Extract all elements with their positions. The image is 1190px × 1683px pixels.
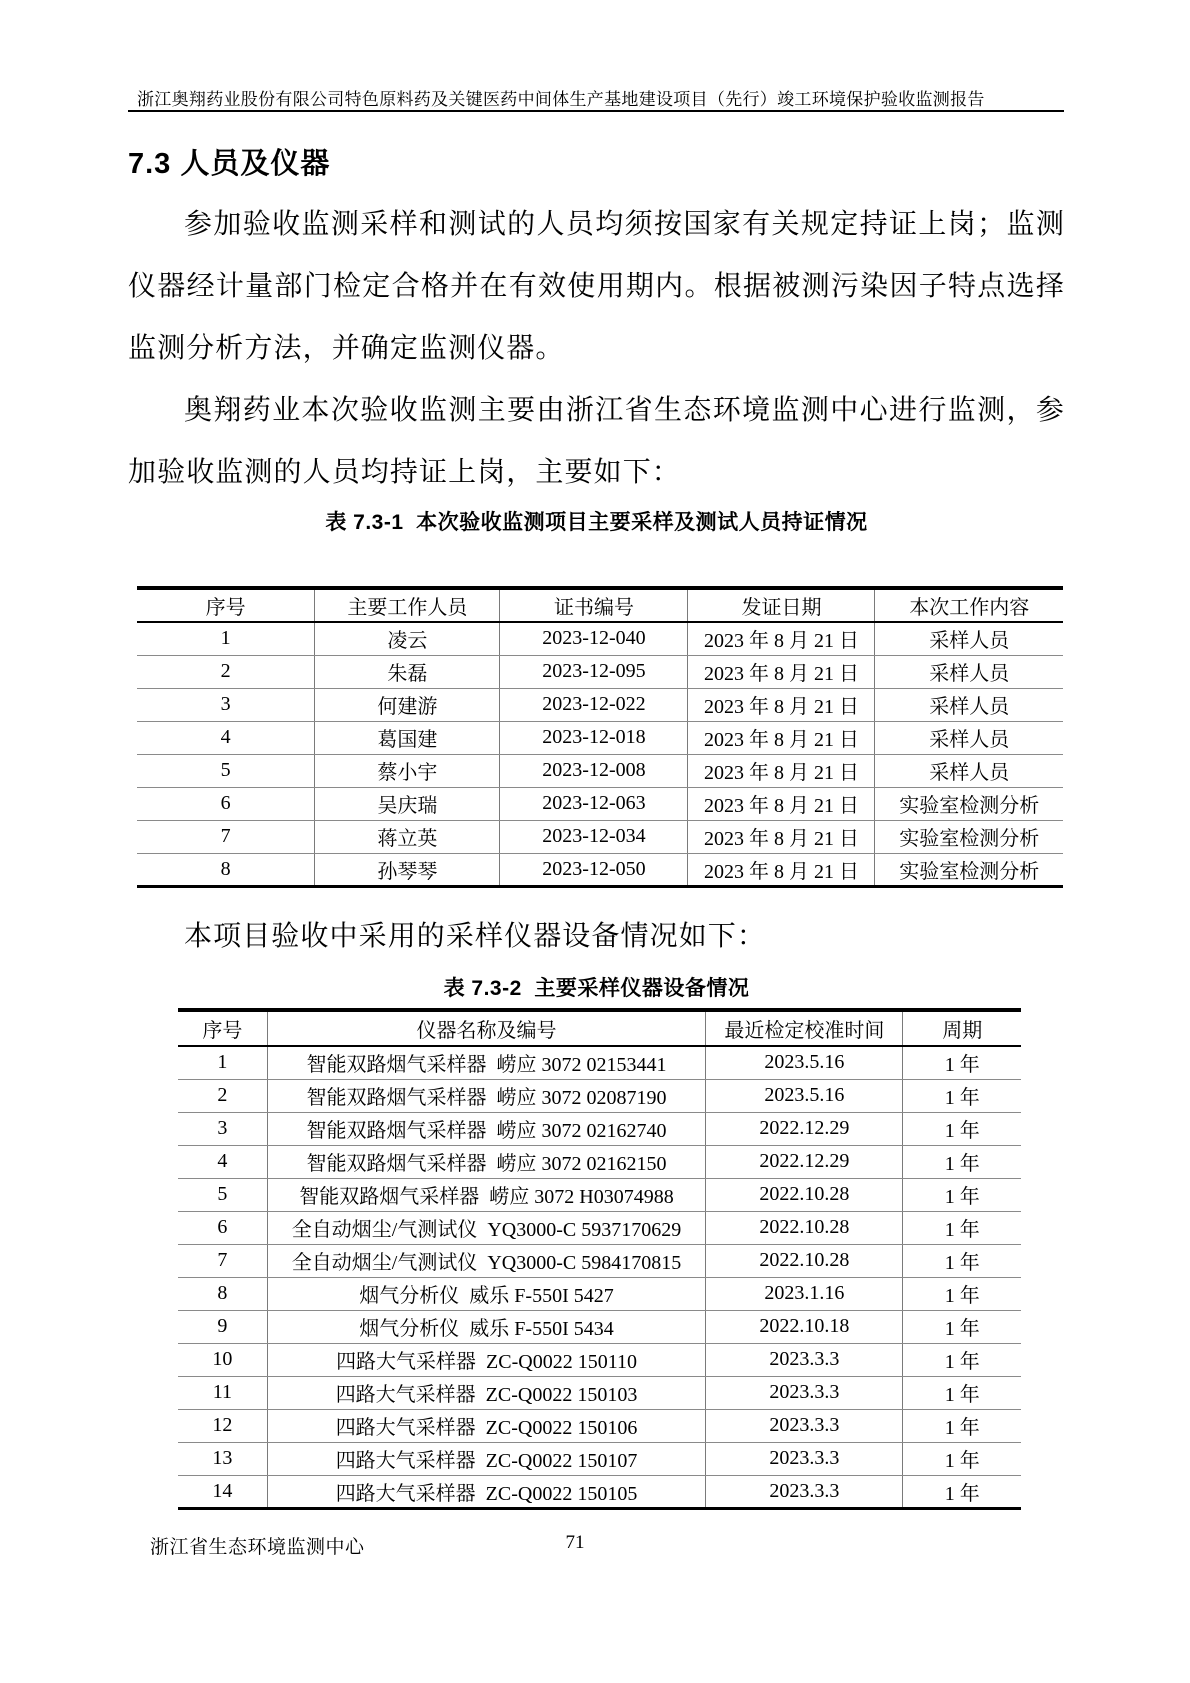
table-cell: 何建游 — [315, 688, 500, 721]
table-cell: 3 — [137, 688, 315, 721]
table-cell: 2022.10.28 — [706, 1178, 903, 1211]
table-cell: 1 年 — [903, 1046, 1021, 1079]
table-row — [178, 1442, 1021, 1475]
table-cell: 2023 年 8 月 21 日 — [688, 721, 875, 754]
table-cell: 蔡小宇 — [315, 754, 500, 787]
table-cell: 吴庆瑞 — [315, 787, 500, 820]
column-header: 主要工作人员 — [315, 588, 500, 622]
table-cell: 5 — [178, 1178, 267, 1211]
table-row — [178, 1277, 1021, 1310]
table-cell: 13 — [178, 1442, 267, 1475]
table-row — [137, 721, 1063, 754]
paragraph-line: 参加验收监测采样和测试的人员均须按国家有关规定持证上岗；监测 — [184, 209, 1065, 240]
table-row — [137, 754, 1063, 787]
paragraph-1 — [128, 194, 1065, 380]
paragraph-line: 本项目验收中采用的采样仪器设备情况如下： — [184, 921, 767, 952]
table-cell: 采样人员 — [875, 655, 1063, 688]
table-cell: 1 年 — [903, 1376, 1021, 1409]
table-cell: 实验室检测分析 — [899, 860, 1040, 883]
table-cell: 7 — [137, 820, 315, 853]
table-cell: 2023.5.16 — [706, 1046, 903, 1079]
table-cell: 2023-12-022 — [500, 688, 688, 721]
table-cell: 烟气分析仪 威乐 F-550I 5434 — [267, 1310, 705, 1343]
table-cell: 1 年 — [944, 1482, 980, 1505]
table-row — [178, 1475, 1021, 1508]
paragraph-2 — [128, 380, 1065, 504]
table-cell: 2023-12-008 — [500, 754, 688, 787]
table-row — [178, 1244, 1021, 1277]
paragraph-3 — [128, 912, 1065, 962]
column-header: 最近检定校准时间 — [706, 1010, 903, 1046]
table-cell: 1 — [137, 622, 315, 655]
table-cell: 2022.12.29 — [706, 1112, 903, 1145]
table-cell: 四路大气采样器 ZC-Q0022 150107 — [267, 1442, 705, 1475]
paragraph-line: 奥翔药业本次验收监测主要由浙江省生态环境监测中心进行监测，参 — [184, 395, 1065, 426]
table-cell: 全自动烟尘/气测试仪 YQ3000-C 5984170815 — [267, 1244, 705, 1277]
header-rule — [128, 110, 1064, 112]
table-row — [178, 1376, 1021, 1409]
column-header: 周期 — [903, 1010, 1021, 1046]
table-row — [137, 820, 1063, 853]
footer-page-number: 71 — [565, 1532, 585, 1553]
table-row — [178, 1178, 1021, 1211]
table-cell: 8 — [137, 853, 315, 886]
table-cell: 智能双路烟气采样器 崂应 3072 H03074988 — [267, 1178, 705, 1211]
table-cell: 2023-12-050 — [500, 853, 688, 886]
table-cell: 4 — [178, 1145, 267, 1178]
table-cell: 实验室检测分析 — [875, 820, 1063, 853]
table-cell: 孙琴琴 — [315, 853, 500, 886]
table-cell: 葛国建 — [315, 721, 500, 754]
table-cell: 1 年 — [903, 1112, 1021, 1145]
table-cell: 12 — [178, 1409, 267, 1442]
table-cell: 5 — [137, 754, 315, 787]
table-cell: 2 — [137, 655, 315, 688]
table-cell: 四路大气采样器 ZC-Q0022 150103 — [267, 1376, 705, 1409]
section-title: 7.3 人员及仪器 — [128, 148, 331, 180]
table-cell: 实验室检测分析 — [875, 787, 1063, 820]
table-cell: 1 年 — [903, 1277, 1021, 1310]
table-cell: 1 年 — [903, 1310, 1021, 1343]
table-row — [137, 787, 1063, 820]
table-cell: 2023-12-063 — [500, 787, 688, 820]
table-cell: 1 年 — [903, 1079, 1021, 1112]
table-cell: 朱磊 — [315, 655, 500, 688]
table-cell: 智能双路烟气采样器 崂应 3072 02087190 — [267, 1079, 705, 1112]
table-row — [178, 1079, 1021, 1112]
table-cell: 智能双路烟气采样器 崂应 3072 02162150 — [267, 1145, 705, 1178]
table-cell: 采样人员 — [875, 721, 1063, 754]
table-row — [178, 1343, 1021, 1376]
table-row — [178, 1112, 1021, 1145]
table-header-row — [137, 588, 1063, 622]
table-cell: 10 — [178, 1343, 267, 1376]
table2-caption: 表 7.3-2 主要采样仪器设备情况 — [443, 977, 750, 1000]
table-cell: 8 — [178, 1277, 267, 1310]
sampling-equipment-table — [178, 1008, 1021, 1510]
table-cell: 1 — [178, 1046, 267, 1079]
paragraph-line: 仪器经计量部门检定合格并在有效使用期内。根据被测污染因子特点选择 — [128, 271, 1065, 302]
personnel-certification-table — [137, 586, 1063, 888]
table-cell: 2023.1.16 — [706, 1277, 903, 1310]
table-row — [137, 655, 1063, 688]
table-cell: 全自动烟尘/气测试仪 YQ3000-C 5937170629 — [267, 1211, 705, 1244]
table-cell: 2023.5.16 — [706, 1079, 903, 1112]
table-cell: 2023 年 8 月 21 日 — [688, 820, 875, 853]
table-cell: 2023-12-034 — [500, 820, 688, 853]
column-header: 发证日期 — [688, 588, 875, 622]
table-cell: 烟气分析仪 威乐 F-550I 5427 — [267, 1277, 705, 1310]
table-cell: 2022.10.28 — [706, 1244, 903, 1277]
table-cell: 6 — [178, 1211, 267, 1244]
table-cell: 2023 年 8 月 21 日 — [688, 622, 875, 655]
table-cell: 3 — [178, 1112, 267, 1145]
table-cell: 2022.10.18 — [706, 1310, 903, 1343]
table-cell: 2022.10.28 — [706, 1211, 903, 1244]
table-cell: 2023 年 8 月 21 日 — [688, 787, 875, 820]
table-cell: 2023 年 8 月 21 日 — [688, 754, 875, 787]
table-cell: 1 年 — [903, 1442, 1021, 1475]
table-cell: 2022.12.29 — [706, 1145, 903, 1178]
table-cell: 1 年 — [903, 1244, 1021, 1277]
column-header: 本次工作内容 — [875, 588, 1063, 622]
table-header-row — [178, 1010, 1021, 1046]
table-cell: 2023.3.3 — [706, 1376, 903, 1409]
table-cell: 智能双路烟气采样器 崂应 3072 02153441 — [267, 1046, 705, 1079]
table-cell: 蒋立英 — [315, 820, 500, 853]
table-cell: 采样人员 — [875, 754, 1063, 787]
table1-caption: 表 7.3-1 本次验收监测项目主要采样及测试人员持证情况 — [325, 511, 868, 534]
table-cell: 1 年 — [903, 1409, 1021, 1442]
table-cell: 2023.3.3 — [706, 1442, 903, 1475]
paragraph-line: 监测分析方法，并确定监测仪器。 — [128, 333, 565, 364]
table-cell: 2023 年 8 月 21 日 — [688, 655, 875, 688]
table-cell: 采样人员 — [875, 688, 1063, 721]
table-cell: 四路大气采样器 ZC-Q0022 150106 — [267, 1409, 705, 1442]
table-row — [178, 1046, 1021, 1079]
column-header: 序号 — [178, 1010, 267, 1046]
footer-organization: 浙江省生态环境监测中心 — [150, 1537, 365, 1558]
table-cell: 1 年 — [903, 1343, 1021, 1376]
table-row — [137, 853, 1063, 886]
table-cell: 2023 年 8 月 21 日 — [688, 853, 875, 886]
table-row — [137, 622, 1063, 655]
paragraph-line: 加验收监测的人员均持证上岗，主要如下： — [128, 457, 681, 488]
table-cell: 6 — [137, 787, 315, 820]
table-cell: 4 — [137, 721, 315, 754]
table-cell: 2023-12-095 — [500, 655, 688, 688]
table-row — [178, 1211, 1021, 1244]
table-cell: 2023-12-040 — [500, 622, 688, 655]
table-cell: 2023-12-018 — [500, 721, 688, 754]
table-cell: 1 年 — [903, 1145, 1021, 1178]
table-cell: 2023 年 8 月 21 日 — [688, 688, 875, 721]
table-cell: 2023.3.3 — [706, 1409, 903, 1442]
table-cell: 11 — [178, 1376, 267, 1409]
table-cell: 2023.3.3 — [706, 1475, 903, 1508]
table-cell: 凌云 — [315, 622, 500, 655]
column-header: 序号 — [137, 588, 315, 622]
table-row — [178, 1409, 1021, 1442]
page-header-title: 浙江奥翔药业股份有限公司特色原料药及关键医药中间体生产基地建设项目（先行）竣工环境保护验收监测报告 — [137, 90, 985, 109]
table-cell: 智能双路烟气采样器 崂应 3072 02162740 — [267, 1112, 705, 1145]
table-cell: 采样人员 — [875, 622, 1063, 655]
table-cell: 9 — [178, 1310, 267, 1343]
table-cell: 四路大气采样器 ZC-Q0022 150110 — [267, 1343, 705, 1376]
column-header: 证书编号 — [500, 588, 688, 622]
table-cell: 7 — [178, 1244, 267, 1277]
table-row — [178, 1145, 1021, 1178]
table-cell: 1 年 — [903, 1178, 1021, 1211]
table-cell: 1 年 — [903, 1211, 1021, 1244]
table-row — [137, 688, 1063, 721]
table-cell: 四路大气采样器 ZC-Q0022 150105 — [267, 1475, 705, 1508]
column-header: 仪器名称及编号 — [267, 1010, 705, 1046]
table-cell: 2 — [178, 1079, 267, 1112]
table-cell: 14 — [178, 1475, 267, 1508]
table-cell: 2023.3.3 — [706, 1343, 903, 1376]
table-row — [178, 1310, 1021, 1343]
